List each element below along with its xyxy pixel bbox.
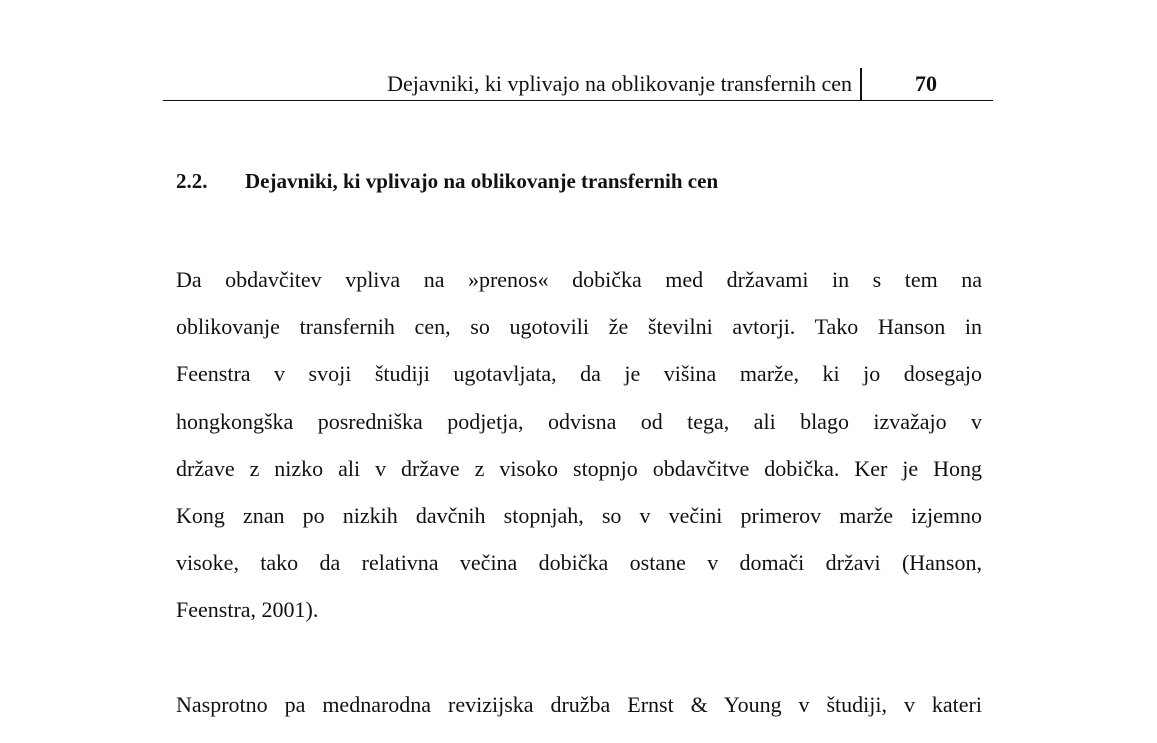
paragraph-line: Kong znan po nizkih davčnih stopnjah, so v večini primerov marže izjemno xyxy=(176,502,982,528)
paragraph-line: visoke, tako da relativna večina dobička ostane v domači državi (Hanson, xyxy=(176,550,982,576)
paragraph-line: Feenstra, 2001). xyxy=(176,597,319,623)
running-header xyxy=(163,68,993,101)
paragraph-line: oblikovanje transfernih cen, so ugotovili že številni avtorji. Tako Hanson in xyxy=(176,314,982,340)
paragraph-line: Nasprotno pa mednarodna revizijska družba Ernst & Young v študiji, v kateri xyxy=(176,692,982,717)
paragraph-line: države z nizko ali v države z visoko stopnjo obdavčitve dobička. Ker je Hong xyxy=(176,455,982,481)
paragraph-line: Feenstra v svoji študiji ugotavljata, da je višina marže, ki jo dosegajo xyxy=(176,361,982,387)
section-heading xyxy=(176,167,718,195)
paragraph-line: Da obdavčitev vpliva na »prenos« dobička med državami in s tem na xyxy=(176,267,982,292)
body-paragraph xyxy=(176,691,982,738)
section-title: Dejavniki, ki vplivajo na oblikovanje transfernih cen xyxy=(245,169,719,193)
running-header-title: Dejavniki, ki vplivajo na oblikovanje transfernih cen xyxy=(387,71,852,96)
page-number: 70 xyxy=(915,71,937,96)
body-paragraph xyxy=(176,266,982,644)
header-divider xyxy=(860,68,862,100)
paragraph-line: hongkongška posredniška podjetja, odvisna od tega, ali blago izvažajo v xyxy=(176,408,982,434)
section-number: 2.2. xyxy=(176,169,208,193)
